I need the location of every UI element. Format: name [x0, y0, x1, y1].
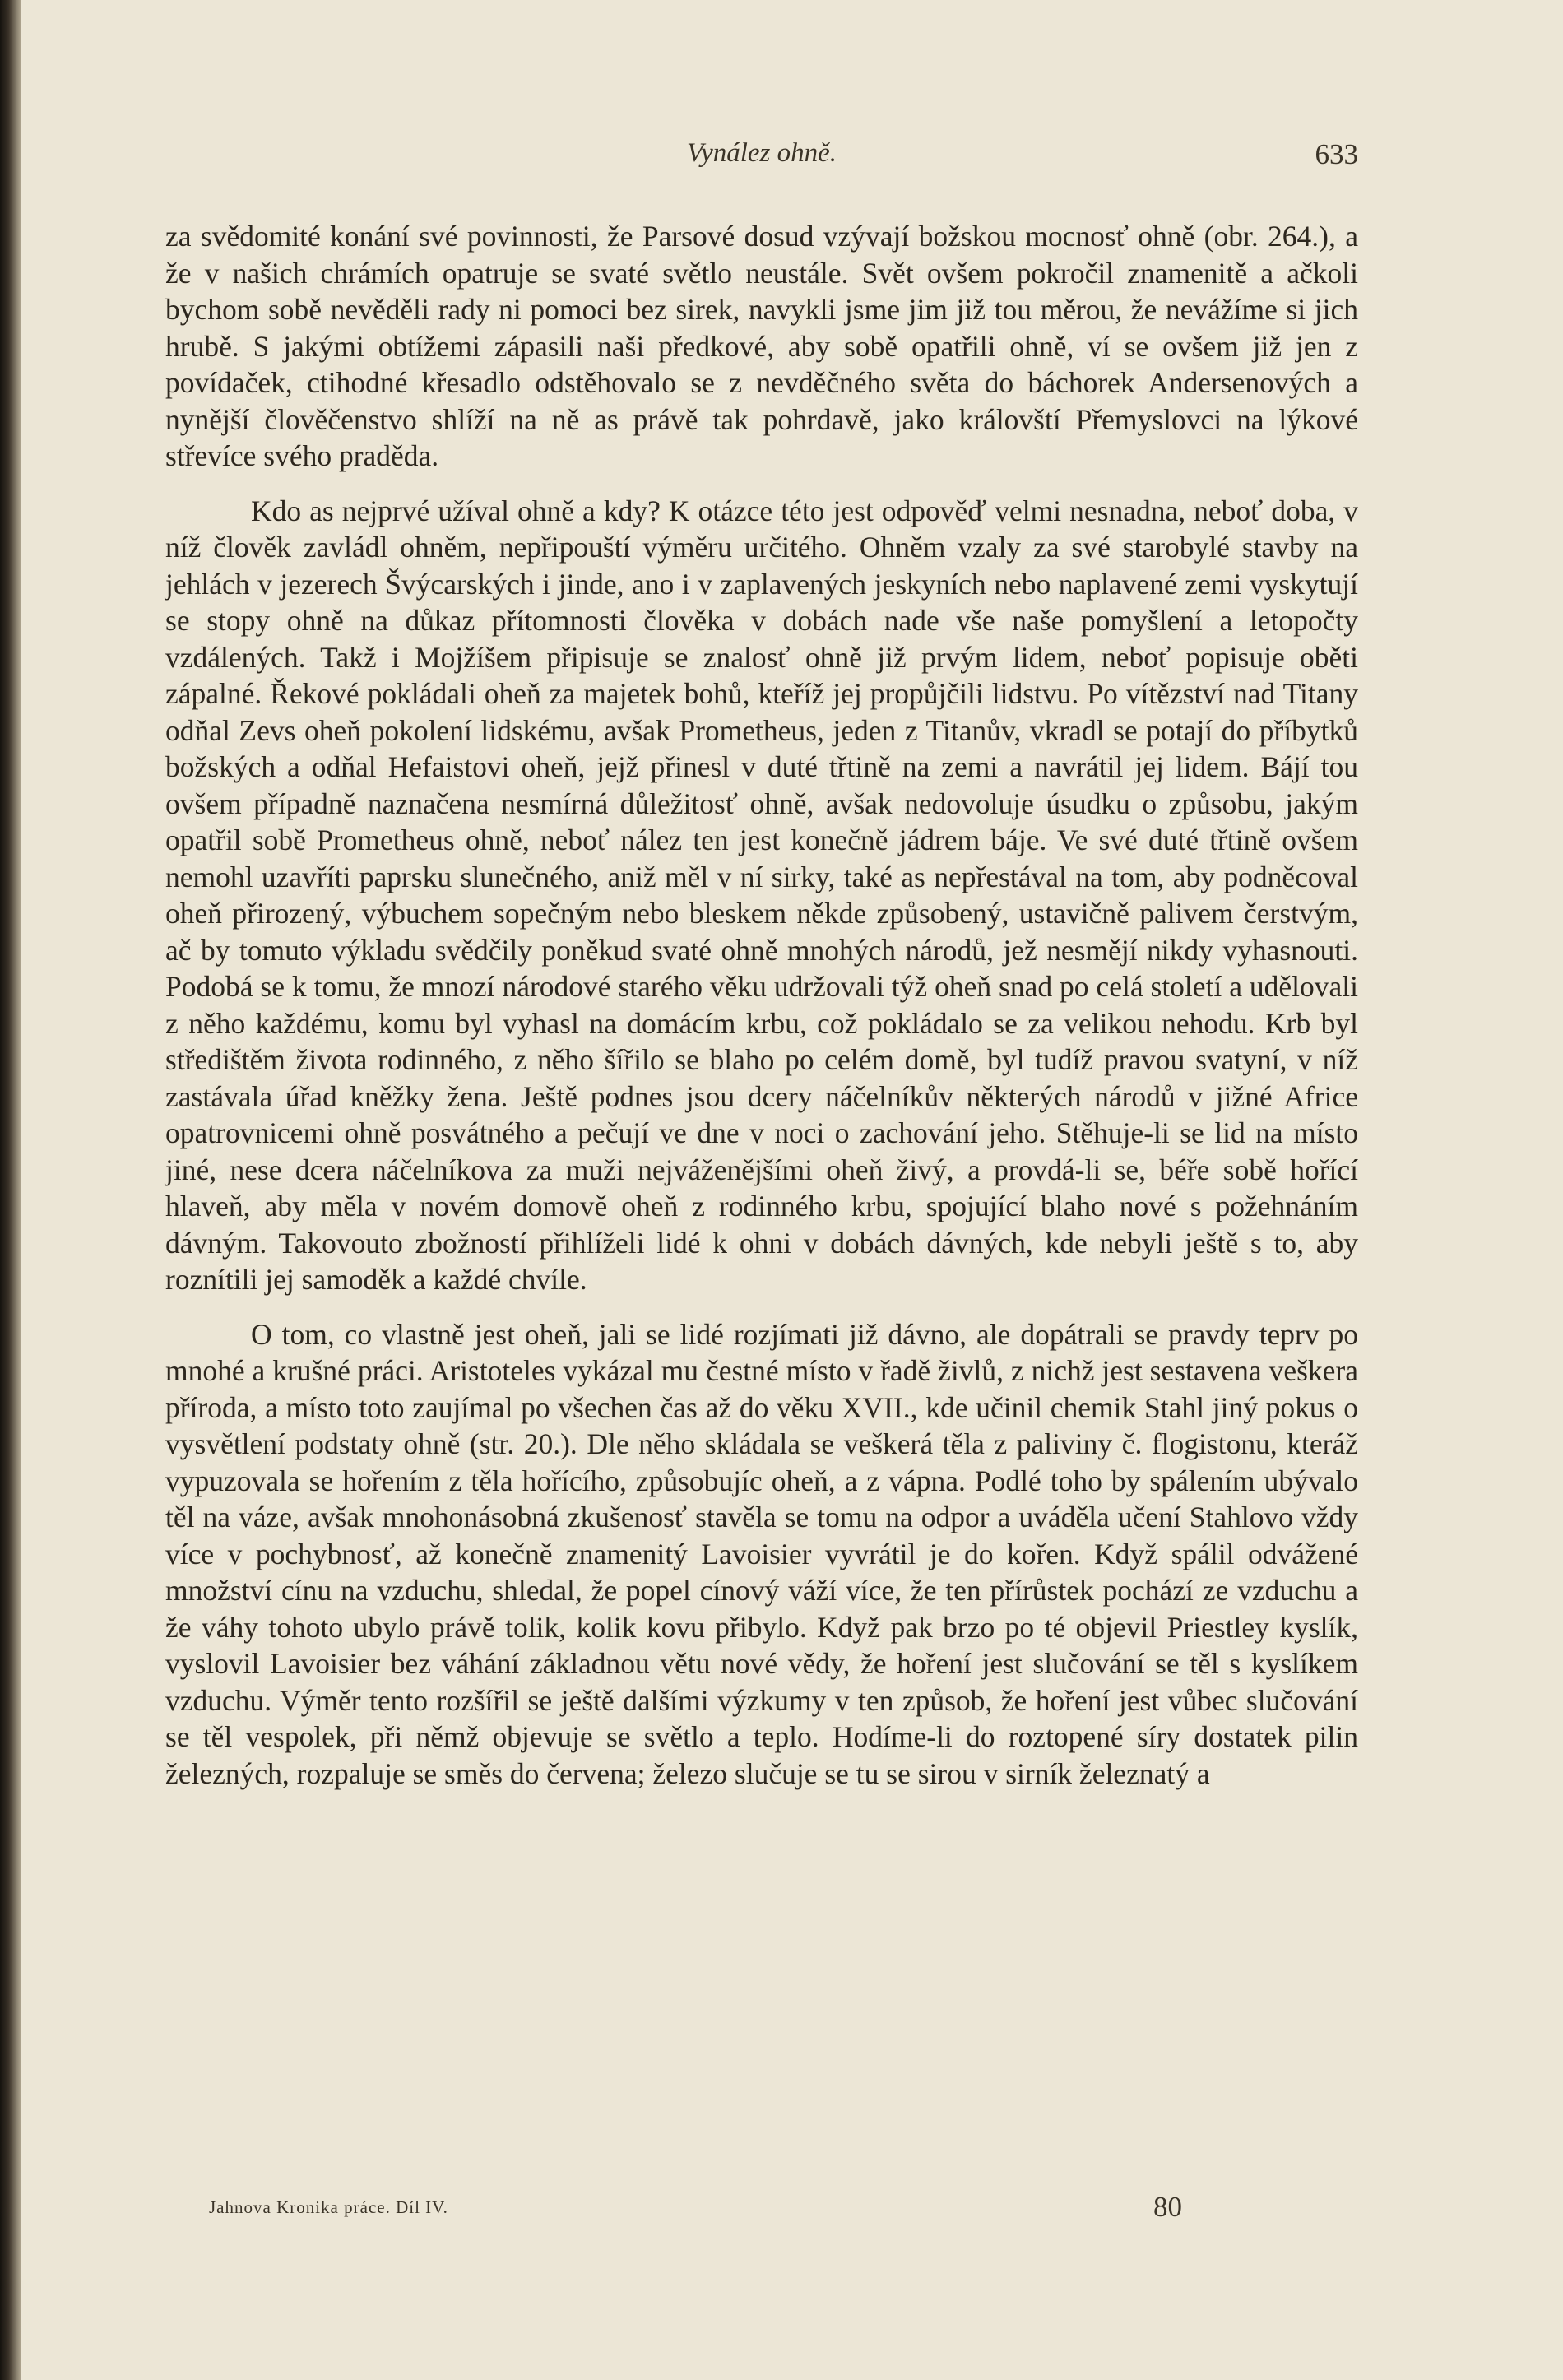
page-number: 633	[1315, 138, 1358, 170]
book-spine-shadow	[0, 0, 21, 2380]
printer-signature: Jahnova Kronika práce. Díl IV.	[209, 2197, 448, 2217]
paragraph-3: O tom, co vlastně jest oheň, jali se lidé rozjímati již dávno, ale dopátrali se pravdy teprv po mnohé a krušné práci. Aristoteles vykázal mu čestné místo v řadě živlů, z nichž jest sestavena veškera příroda, a místo toto zaujímal po všechen čas až do věku XVII., kde učinil chemik Stahl jiný pokus o vysvětlení podstaty ohně (str. 20.). Dle něho skládala se veškerá těla z paliviny č. flogistonu, kteráž vypuzovala se hořením z těla hořícího, způsobujíc oheň, a z vápna. Podlé toho by spálením ubývalo těl na váze, avšak mnohonásobná zkušenosť stavěla se tomu na odpor a uváděla učení Stahlovo vždy více v pochybnosť, až konečně znamenitý Lavoisier vyvrátil je do kořen. Když spálil odvážené množství cínu na vzduchu, shledal, že popel cínový váží více, že ten přírůstek pochází ze vzduchu a že váhy tohoto ubylo právě tolik, kolik kovu přibylo. Když pak brzo po té objevil Priestley kyslík, vyslovil Lavoisier bez váhání základnou větu nové vědy, že hoření jest slučování se těl s kyslíkem vzduchu. Výměr tento rozšířil se ještě dalšími výzkumy v ten způsob, že hoření jest vůbec slučování se těl vespolek, při němž objevuje se světlo a teplo. Hodíme-li do roztopené síry dostatek pilin železných, rozpaluje se směs do červena; železo slučuje se tu se sirou v sirník železnatý a	[165, 1317, 1358, 1790]
book-page	[21, 0, 1563, 2380]
running-head	[165, 138, 1358, 178]
page-footer	[209, 2191, 1361, 2232]
running-title: Vynález ohně.	[686, 138, 837, 168]
sheet-number: 80	[1153, 2191, 1182, 2223]
paragraph-2: Kdo as nejprvé užíval ohně a kdy? K otázce této jest odpověď velmi nesnadna, neboť doba, v níž člověk zavládl ohněm, nepřipouští výměru určitého. Ohněm vzaly za své starobylé stavby na jehlách v jezerech Švýcarských i jinde, ano i v zaplavených jeskyních nebo naplavené zemi vyskytují se stopy ohně na důkaz přítomnosti člověka v dobách nade vše naše pomyšlení a letopočty vzdálených. Takž i Mojžíšem připisuje se znalosť ohně již prvým lidem, neboť popisuje oběti zápalné. Řekové pokládali oheň za majetek bohů, kteříž jej propůjčili lidstvu. Po vítězství nad Titany odňal Zevs oheň pokolení lidskému, avšak Prometheus, jeden z Titanův, vkradl se potají do příbytků božských a odňal Hefaistovi oheň, jejž přinesl v duté třtině na zemi a navrátil jej lidem. Bájí tou ovšem případně naznačena nesmírná důležitosť ohně, avšak nedovoluje úsudku o způsobu, jakým opatřil sobě Prometheus ohně, neboť nález ten jest konečně jádrem báje. Ve své duté třtině ovšem nemohl uzavříti paprsku slunečného, aniž měl v ní sirky, také as nepřestával na tom, aby podněcoval oheň přirozený, výbuchem sopečným nebo bleskem někde způsobený, ustavičně palivem čerstvým, ač by tomuto výkladu svědčily poněkud svaté ohně mnohých národů, jež nesmějí nikdy vyhasnouti. Podobá se k tomu, že mnozí národové starého věku udržovali týž oheň snad po celá století a udělovali z něho každému, komu byl vyhasl na domácím krbu, což pokládalo se za velikou nehodu. Krb byl středištěm života rodinného, z něho šířilo se blaho po celém domě, byl tudíž pravou svatyní, v níž zastávala úřad kněžky žena. Ještě podnes jsou dcery náčelníkův některých národů v jižné Africe opatrovnicemi ohně posvátného a pečují ve dne v noci o zachování jeho. Stěhuje-li se lid na místo jiné, nese dcera náčelníkova za muži nejváženějšími oheň živý, a provdá-li se, béře sobě hořící hlaveň, aby měla v novém domově oheň z rodinného krbu, spojující blaho nové s požehnáním dávným. Takovouto zbožností přihlíželi lidé k ohni v dobách dávných, kde nebyli ještě s to, aby roznítili jej samoděk a každé chvíle.	[165, 494, 1358, 1296]
body-text	[165, 218, 1358, 1792]
paragraph-1: za svědomité konání své povinnosti, že Parsové dosud vzývají božskou mocnosť ohně (obr. 264.), a že v našich chrámích opatruje se svaté světlo neustále. Svět ovšem pokročil znamenitě a ačkoli bychom sobě nevěděli rady ni pomoci bez sirek, navykli jsme jim již tou měrou, že nevážíme si jich hrubě. S jakými obtížemi zápasili naši předkové, aby sobě opatřili ohně, ví se ovšem již jen z povídaček, ctihodné křesadlo odstěhovalo se z nevděčného světa do báchorek Andersenových a nynější člověčenstvo shlíží na ně as právě tak pohrdavě, jako královští Přemyslovci na lýkové střevíce svého praděda.	[165, 220, 1358, 472]
